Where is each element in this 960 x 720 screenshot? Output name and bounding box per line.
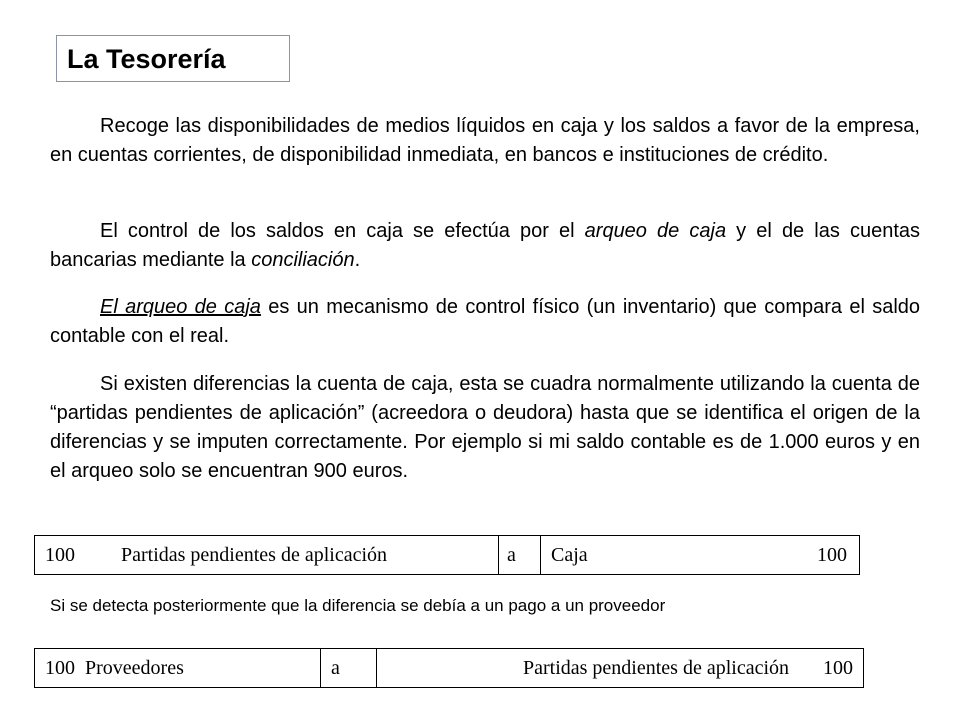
entry-debit-amount: 100: [45, 656, 75, 679]
term-conciliacion: conciliación: [251, 249, 355, 271]
page-title: La Tesorería: [56, 35, 290, 82]
entry-debit-cell: [35, 536, 499, 574]
entry-debit-account: Proveedores: [85, 656, 184, 679]
entry-debit-cell: [35, 649, 321, 687]
paragraph-control-text-c: y el de las cuentas bancarias mediante la: [50, 220, 920, 271]
entry-credit-cell: [541, 536, 859, 574]
entry-credit-cell: [377, 649, 863, 687]
paragraph-control-text-e: .: [354, 249, 361, 271]
entry-separator: a: [507, 543, 516, 566]
paragraph-differences: Si existen diferencias la cuenta de caja, esta se cuadra normalmente utilizando la cuenta de “partidas pendientes de aplicación” (acreedora o deudora) hasta que se identifica el origen de la diferencias y se imputen correctamente. Por ejemplo si mi saldo contable es de 1.000 euros y en el arqueo solo se encuentran 900 euros.: [50, 373, 920, 482]
paragraph-arqueo-text: es un mecanismo de control físico (un inventario) que compara el saldo contable con el real.: [50, 296, 921, 347]
term-arqueo-de-caja: arqueo de caja: [584, 220, 727, 242]
paragraph-control-text-a: El control de los saldos en caja se efectúa por el: [100, 220, 585, 242]
entry-separator-cell: [499, 536, 541, 574]
entry-credit-amount: 100: [823, 656, 853, 679]
entry-debit-amount: 100: [45, 543, 75, 566]
entry-credit-account: Partidas pendientes de aplicación: [522, 656, 789, 679]
entry-separator-cell: [321, 649, 377, 687]
paragraph-arqueo: [50, 293, 920, 351]
note-text: Si se detecta posteriormente que la diferencia se debía a un pago a un proveedor: [50, 596, 666, 615]
journal-entry-proveedores: [34, 648, 864, 688]
entry-separator: a: [331, 656, 340, 679]
entry-debit-account: Partidas pendientes de aplicación: [121, 543, 388, 566]
term-arqueo-underlined: El arqueo de caja: [100, 296, 261, 318]
paragraph-definition: Recoge las disponibilidades de medios líquidos en caja y los saldos a favor de la empresa, en cuentas corrientes, de disponibilidad inmediata, en bancos e instituciones de crédito.: [50, 115, 920, 166]
entry-credit-amount: 100: [817, 543, 847, 566]
paragraph-control: [50, 217, 920, 275]
entry-credit-account: Caja: [551, 543, 588, 566]
journal-entry-caja: [34, 535, 860, 575]
